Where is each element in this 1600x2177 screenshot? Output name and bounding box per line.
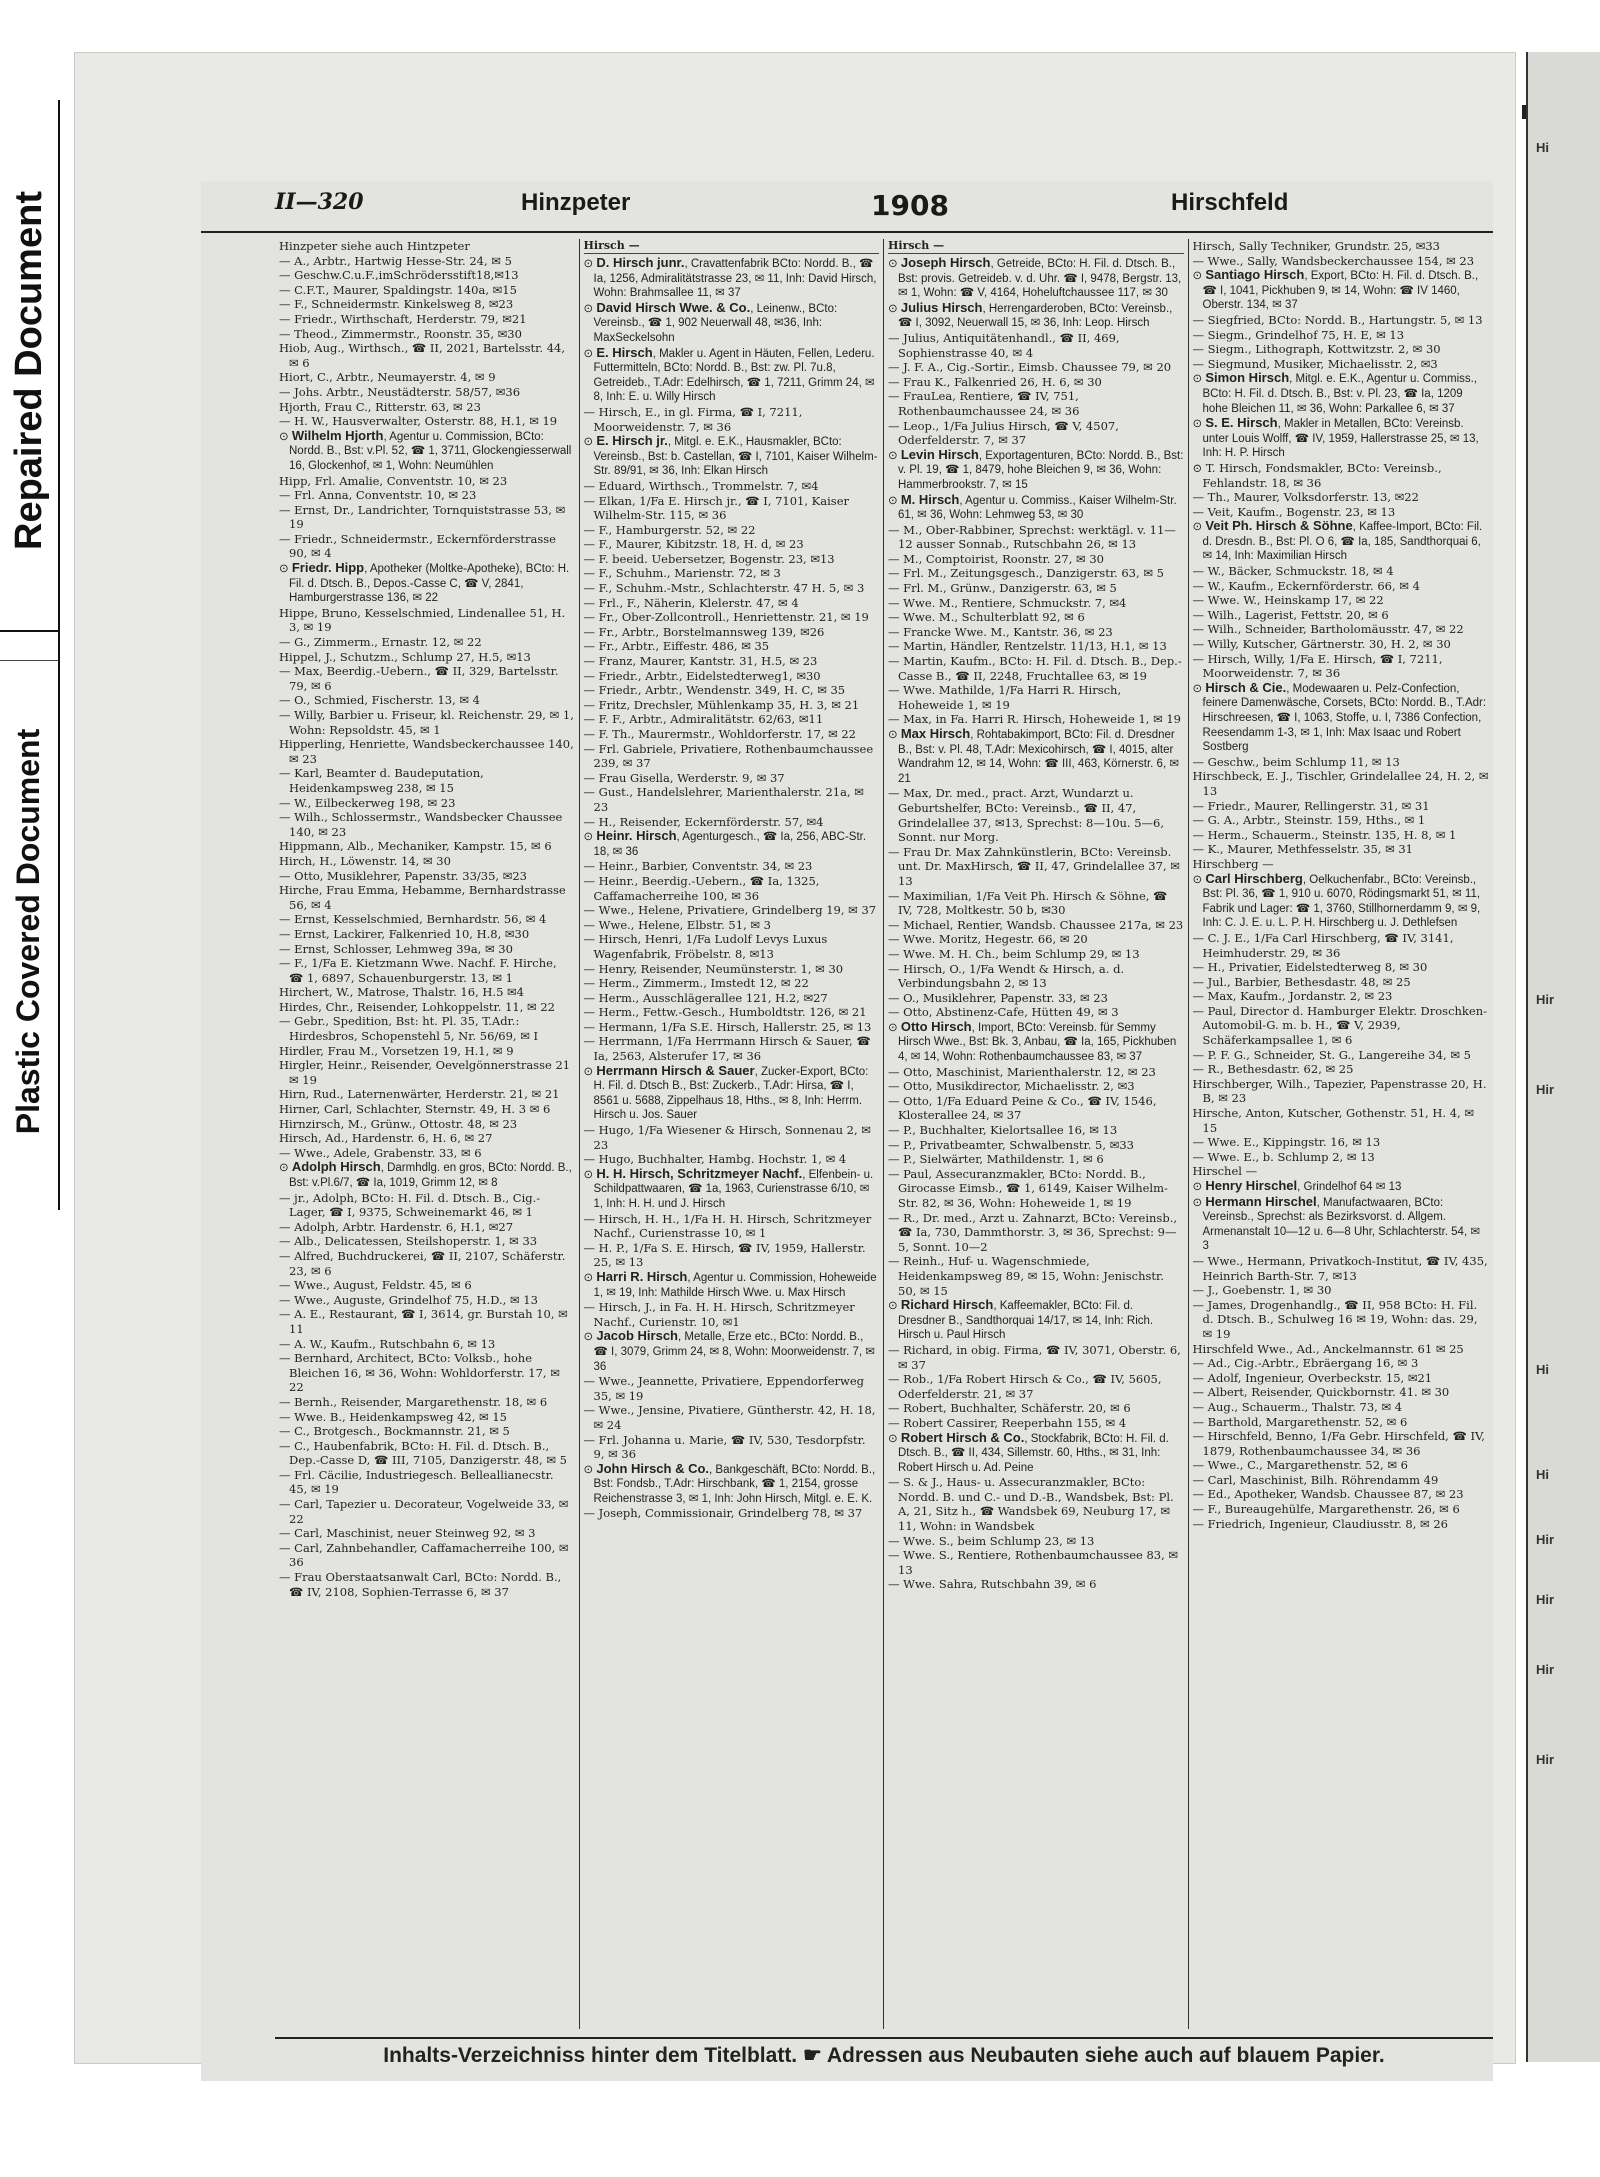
- firm-name: Friedr. Hipp: [291, 560, 365, 576]
- directory-entry: — C. J. E., 1/Fa Carl Hirschberg, ☎ IV, 3141, Heimhuderstr. 29, ✉ 36: [1192, 930, 1454, 960]
- directory-entry: — F., Maurer, Kibitzstr. 18, H. d, ✉ 23: [583, 537, 804, 552]
- firm-name: Adolph Hirsch: [291, 1159, 381, 1175]
- firm-entry: ⊙ Herrmann Hirsch & Sauer, Zucker-Export, BCto: H. Fil. d. Dtsch B., Bst: Zuckerb., T.Adr: Hirsa, ☎ I, 8561 u. 5688, Zippelhaus 18, Hths., ✉ 8, Inh: Herrm. Hirsch u. Jos. Sauer: [583, 1062, 869, 1122]
- directory-entry: Hirgler, Heinr., Reisender, Oevelgönnerstrasse 21 ✉ 19: [279, 1058, 571, 1087]
- directory-entry: — G. A., Arbtr., Steinstr. 159, Hths., ✉ 1: [1192, 813, 1426, 828]
- directory-entry: — Alfred, Buchdruckerei, ☎ II, 2107, Schäferstr. 23, ✉ 6: [279, 1248, 566, 1278]
- firm-name: Joseph Hirsch: [900, 255, 991, 270]
- directory-entry: — Wwe., August, Feldstr. 45, ✉ 6: [279, 1278, 472, 1293]
- directory-entry: — Paul, Director d. Hamburger Elektr. Droschken-Automobil-G. m. b. H., ☎ V, 2939, Schäferkampsallee 1, ✉ 6: [1192, 1003, 1487, 1048]
- directory-entry: — Wwe. S., Rentiere, Rothenbaumchaussee 83, ✉ 13: [888, 1548, 1179, 1577]
- directory-entry: — Wilh., Lagerist, Fettstr. 20, ✉ 6: [1192, 607, 1389, 622]
- directory-entry: — P., Buchhalter, Kielortsallee 16, ✉ 13: [888, 1123, 1118, 1138]
- firm-entry: ⊙ Adolph Hirsch, Darmhdlg. en gros, BCto: Nordd. B., Bst: v.Pl.6/7, ☎ Ia, 1019, Grimm 12, ✉ 8: [279, 1159, 572, 1189]
- directory-entry: — Carl, Zahnbehandler, Caffamacherreihe 100, ✉ 36: [279, 1540, 569, 1570]
- directory-entry: — G., Zimmerm., Ernastr. 12, ✉ 22: [279, 635, 482, 650]
- directory-entry: Hirsche, Anton, Kutscher, Gothenstr. 51, H. 4, ✉ 15: [1192, 1106, 1474, 1135]
- directory-entry: — A. W., Kaufm., Rutschbahn 6, ✉ 13: [279, 1336, 496, 1351]
- column-1: [275, 239, 580, 2029]
- directory-entry: — Hirsch, O., 1/Fa Wendt & Hirsch, a. d. Verbindungsbahn 2, ✉ 13: [888, 961, 1125, 991]
- directory-entry: — Fritz, Drechsler, Mühlenkamp 35, H. 3, ✉ 21: [583, 697, 860, 712]
- directory-entry: — Gebr., Spedition, Bst: ht. Pl. 35, T.Adr.: Hirdesbros, Schopenstehl 5, Nr. 56/69, ✉ I: [279, 1014, 539, 1044]
- directory-entry: — F., Schneidermstr. Kinkelsweg 8, ✉23: [279, 297, 514, 312]
- column-2: [580, 239, 885, 2029]
- directory-entry: — James, Drogenhandlg., ☎ II, 958 BCto: H. Fil. d. Dtsch. B., Schulweg 16 ✉ 19, Wohn: das. 29, ✉ 19: [1192, 1297, 1478, 1341]
- directory-entry: — A., Arbtr., Hartwig Hesse-Str. 24, ✉ 5: [279, 253, 512, 268]
- directory-columns: [275, 239, 1493, 2029]
- directory-entry: — Siegm., Lithograph, Kottwitzstr. 2, ✉ 30: [1192, 342, 1441, 357]
- firm-name: S. E. Hirsch: [1205, 415, 1278, 431]
- directory-entry: — Friedrich, Ingenieur, Claudiusstr. 8, ✉ 26: [1192, 1516, 1448, 1531]
- directory-entry: — M., Ober-Rabbiner, Sprechst: werktägl. v. 11—12 ausser Sonnab., Rutschbahn 26, ✉ 13: [888, 522, 1176, 552]
- firm-entry: ⊙ Carl Hirschberg, Oelkuchenfabr., BCto: Vereinsb., Bst: Pl. 36, ☎ 1, 910 u. 6070, Rödingsmarkt 51, ✉ 11, Fabrik und Lager: ☎ 1, 3760, Stillhornerdamm 9, ✉ 9, Inh: C. J. E. u. L. P. H. Hirschberg u. J. Dethlefsen: [1192, 870, 1481, 930]
- directory-entry: — Fr., Ober-Zollcontroll., Henriettenstr. 21, ✉ 19: [583, 610, 869, 625]
- firm-entry: ⊙ Friedr. Hipp, Apotheker (Moltke-Apotheke), BCto: H. Fil. d. Dtsch. B., Depos.-Casse C, ☎ V, 2841, Hamburgerstrasse 136, ✉ 22: [279, 560, 570, 605]
- directory-entry: Hippmann, Alb., Mechaniker, Kampstr. 15, ✉ 6: [279, 839, 552, 854]
- directory-entry: — Otto, Maschinist, Marienthalerstr. 12, ✉ 23: [888, 1064, 1156, 1079]
- directory-entry: — F., 1/Fa E. Kietzmann Wwe. Nachf. F. Hirche, ☎ 1, 6897, Schauenburgerstr. 13, ✉ 1: [279, 956, 557, 985]
- directory-entry: — C.F.T., Maurer, Spaldingstr. 140a, ✉15: [279, 282, 517, 297]
- directory-entry: Hirschberg —: [1192, 856, 1274, 871]
- firm-entry: ⊙ S. E. Hirsch, Makler in Metallen, BCto: Vereinsb. unter Louis Wolff, ☎ IV, 1959, Hallerstrasse 25, ✉ 13, Inh: H. P. Hirsch: [1192, 415, 1479, 460]
- firm-name: Jacob Hirsch: [596, 1328, 678, 1344]
- directory-entry: — Wilh., Schlossermstr., Wandsbecker Chaussee 140, ✉ 23: [279, 810, 563, 839]
- firm-name: Robert Hirsch & Co.: [900, 1429, 1025, 1445]
- directory-entry: — Leop., 1/Fa Julius Hirsch, ☎ V, 4507, Oderfelderstr. 7, ✉ 37: [888, 418, 1119, 448]
- directory-entry: — R., Bethesdastr. 62, ✉ 25: [1192, 1062, 1354, 1077]
- directory-entry: — jr., Adolph, BCto: H. Fil. d. Dtsch. B., Cig.-Lager, ☎ I, 9375, Schweinemarkt 46, ✉ 1: [279, 1190, 541, 1220]
- directory-entry: — H., Privatier, Eidelstedterweg 8, ✉ 30: [1192, 960, 1428, 975]
- directory-entry: — Siegm., Grindelhof 75, H. E, ✉ 13: [1192, 327, 1405, 342]
- directory-entry: — Hirsch, J., in Fa. H. H. Hirsch, Schritzmeyer Nachf., Curienstr. 10, ✉1: [583, 1300, 855, 1329]
- directory-entry: — R., Dr. med., Arzt u. Zahnarzt, BCto: Vereinsb., ☎ Ia, 730, Dammthorstr. 3, ✉ 36, Sprechst: 9—5, Sonnt. 10—2: [888, 1210, 1177, 1254]
- firm-entry: ⊙ Simon Hirsch, Mitgl. e. E.K., Agentur u. Commiss., BCto: H. Fil. d. Dtsch. B., Bst: v. Pl. 23, ☎ Ia, 1209 hohe Bleichen 11, ✉ 36, Wohn: Parkallee 6, ✉ 37: [1192, 370, 1478, 415]
- directory-entry: Hinzpeter siehe auch Hintzpeter: [279, 239, 470, 253]
- directory-entry: — Wilh., Schneider, Bartholomäusstr. 47, ✉ 22: [1192, 622, 1464, 637]
- directory-entry: — Gust., Handelslehrer, Marienthalerstr. 21a, ✉ 23: [583, 785, 864, 814]
- directory-entry: — Wwe., Hermann, Privatkoch-Institut, ☎ IV, 435, Heinrich Barth-Str. 7, ✉13: [1192, 1253, 1488, 1283]
- directory-entry: — Ernst, Dr., Landrichter, Tornquiststrasse 53, ✉ 19: [279, 502, 566, 532]
- directory-entry: Hiort, C., Arbtr., Neumayerstr. 4, ✉ 9: [279, 370, 496, 385]
- directory-entry: — Wwe. M., Rentiere, Schmuckstr. 7, ✉4: [888, 595, 1127, 610]
- directory-entry: — Herm., Fettw.-Gesch., Humboldtstr. 126, ✉ 21: [583, 1005, 867, 1020]
- directory-entry: — Adolph, Arbtr. Hardenstr. 6, H.1, ✉27: [279, 1219, 514, 1234]
- directory-entry: — F., Schuhm.-Mstr., Schlachterstr. 47 H. 5, ✉ 3: [583, 581, 865, 596]
- column-continuation-header: Hirsch —: [888, 239, 1184, 254]
- directory-entry: — Joseph, Commissionair, Grindelberg 78, ✉ 37: [583, 1506, 863, 1521]
- directory-entry: Hjorth, Frau C., Ritterstr. 63, ✉ 23: [279, 399, 481, 414]
- firm-entry: ⊙ Joseph Hirsch, Getreide, BCto: H. Fil. d. Dtsch. B., Bst: provis. Getreideb. v. d. Uhr. ☎ I, 9478, Bergstr. 13, ✉ 1, Wohn: ☎ V, 4164, Hoheluftchaussee 117, ✉ 30: [888, 255, 1182, 300]
- directory-entry: — O., Musiklehrer, Papenstr. 33, ✉ 23: [888, 990, 1108, 1005]
- directory-entry: — Hirsch, Henri, 1/Fa Ludolf Levys Luxus Wagenfabrik, Fröbelstr. 8, ✉13: [583, 932, 828, 961]
- directory-entry: — Carl, Maschinist, Bilh. Röhrendamm 49: [1192, 1472, 1439, 1487]
- directory-entry: — Jul., Barbier, Bethesdastr. 48, ✉ 25: [1192, 974, 1411, 989]
- directory-entry: — Max, Beerdig.-Uebern., ☎ II, 329, Bartelsstr. 79, ✉ 6: [279, 664, 559, 693]
- directory-entry: — Wwe. E., Kippingstr. 16, ✉ 13: [1192, 1135, 1381, 1150]
- directory-entry: — Willy, Barbier u. Friseur, kl. Reichenstr. 29, ✉ 1, Wohn: Repsoldstr. 45, ✉ 1: [279, 708, 574, 737]
- directory-entry: — Wwe., Adele, Grabenstr. 33, ✉ 6: [279, 1145, 482, 1160]
- directory-entry: Hirner, Carl, Schlachter, Sternstr. 49, H. 3 ✉ 6: [279, 1102, 551, 1117]
- firm-name: Wilhelm Hjorth: [291, 427, 384, 443]
- firm-entry: ⊙ Santiago Hirsch, Export, BCto: H. Fil. d. Dtsch. B., ☎ I, 1041, Pickhuben 9, ✉ 14, Wohn: ☎ IV 1460, Oberstr. 134, ✉ 37: [1192, 267, 1479, 312]
- directory-entry: — A. E., Restaurant, ☎ I, 3614, gr. Burstah 10, ✉ 11: [279, 1307, 568, 1336]
- directory-entry: — Aug., Schauerm., Thalstr. 73, ✉ 4: [1192, 1399, 1403, 1414]
- directory-entry: — Johs. Arbtr., Neustädterstr. 58/57, ✉36: [279, 384, 521, 399]
- directory-entry: — H. W., Hausverwalter, Osterstr. 88, H.1, ✉ 19: [279, 414, 558, 429]
- directory-entry: — Eduard, Wirthsch., Trommelstr. 7, ✉4: [583, 478, 819, 493]
- directory-entry: — Ad., Cig.-Arbtr., Ebräergang 16, ✉ 3: [1192, 1356, 1419, 1371]
- next-page-fragment: Hi: [1536, 140, 1549, 155]
- directory-entry: — Otto, Abstinenz-Cafe, Hütten 49, ✉ 3: [888, 1005, 1119, 1020]
- firm-name: H. H. Hirsch, Schritzmeyer Nachf.: [596, 1165, 803, 1181]
- directory-entry: Hirchert, W., Matrose, Thalstr. 16, H.5 ✉4: [279, 985, 524, 1000]
- directory-entry: Hirche, Frau Emma, Hebamme, Bernhardstrasse 56, ✉ 4: [279, 883, 566, 912]
- directory-entry: — Frl. Cäcilie, Industriegesch. Belleallianecstr. 45, ✉ 19: [279, 1467, 554, 1497]
- directory-entry: — Henry, Reisender, Neumünsterstr. 1, ✉ 30: [583, 961, 844, 976]
- directory-entry: — W., Bäcker, Schmuckstr. 18, ✉ 4: [1192, 564, 1394, 579]
- directory-entry: — Friedr., Arbtr., Wendenstr. 349, H. C, ✉ 35: [583, 683, 846, 698]
- directory-entry: — Wwe. Moritz, Hegestr. 66, ✉ 20: [888, 932, 1088, 947]
- firm-entry: ⊙ Henry Hirschel, Grindelhof 64 ✉ 13: [1192, 1178, 1402, 1193]
- directory-entry: — Wwe., Helene, Elbstr. 51, ✉ 3: [583, 917, 771, 932]
- firm-entry: ⊙ H. H. Hirsch, Schritzmeyer Nachf., Elfenbein- u. Schildpattwaaren, ☎ 1a, 1963, Curienstrasse 6/10, ✉ 1, Inh: H. H. und J. Hirsch: [583, 1165, 874, 1210]
- directory-entry: — Ernst, Kesselschmied, Bernhardstr. 56, ✉ 4: [279, 912, 547, 927]
- firm-entry: ⊙ D. Hirsch junr., Cravattenfabrik BCto: Nordd. B., ☎ Ia, 1256, Admiralitätstrasse 23, ✉ 11, Inh: David Hirsch, Wohn: Brahmsallee 11, ✉ 37: [583, 255, 877, 300]
- repaired-document-label: [0, 110, 58, 632]
- firm-entry: ⊙ Richard Hirsch, Kaffeemakler, BCto: Fil. d. Dresdner B., Sandthorquai 14/17, ✉ 14, Inh: Rich. Hirsch u. Paul Hirsch: [888, 1297, 1154, 1342]
- directory-entry: — Ernst, Lackirer, Falkenried 10, H.8, ✉30: [279, 926, 530, 941]
- directory-entry: Hiob, Aug., Wirthsch., ☎ II, 2021, Bartelsstr. 44, ✉ 6: [279, 341, 566, 370]
- directory-entry: Hipp, Frl. Amalie, Conventstr. 10, ✉ 23: [279, 473, 508, 488]
- directory-entry: — Carl, Maschinist, neuer Steinweg 92, ✉ 3: [279, 1526, 536, 1541]
- next-page-fragment: Hi: [1536, 1467, 1549, 1482]
- header-first-entry: Hinzpeter: [521, 189, 631, 216]
- next-page-fragment: Hir: [1536, 1752, 1555, 1767]
- directory-entry: — J., Goebenstr. 1, ✉ 30: [1192, 1283, 1332, 1298]
- directory-entry: — Friedr., Wirthschaft, Herderstr. 79, ✉21: [279, 311, 527, 326]
- firm-entry: ⊙ Wilhelm Hjorth, Agentur u. Commission, BCto: Nordd. B., Bst: v.Pl. 52, ☎ 1, 3711, Glockengiesserwall 16, Glockenhof, ✉ 1, Wohn: Neumühlen: [279, 427, 572, 472]
- directory-entry: — M., Comptoirist, Roonstr. 27, ✉ 30: [888, 551, 1104, 566]
- directory-entry: ⊙ T. Hirsch, Fondsmakler, BCto: Vereinsb., Fehlandstr. 18, ✉ 36: [1192, 460, 1442, 490]
- directory-entry: Hirschberger, Wilh., Tapezier, Papenstrasse 20, H. B, ✉ 23: [1192, 1076, 1487, 1106]
- firm-name: Otto Hirsch: [900, 1018, 972, 1034]
- firm-name: Carl Hirschberg: [1205, 870, 1303, 886]
- page-footer: Inhalts-Verzeichniss hinter dem Titelblatt. ☛ Adressen aus Neubauten siehe auch auf blauem Papier.: [275, 2037, 1493, 2079]
- firm-entry: ⊙ Hirsch & Cie., Modewaaren u. Pelz-Confection, feinere Damenwäsche, Corsets, BCto: Nordd. B., T.Adr: Hirschreesen, ☎ I, 1063, Stoffe, u. I, 7386 Confection, Reesendamm 1-3, ✉ 1, Inh: Max Isaac und Robert Sostberg: [1192, 679, 1487, 754]
- directory-entry: — Max, Kaufm., Jordanstr. 2, ✉ 23: [1192, 989, 1393, 1004]
- page-header: [201, 181, 1493, 233]
- directory-entry: — Wwe., Jensine, Pivatiere, Güntherstr. 42, H. 18, ✉ 24: [583, 1403, 876, 1432]
- directory-entry: — F., Hamburgerstr. 52, ✉ 22: [583, 522, 756, 537]
- directory-entry: — H., Reisender, Eckernförderstr. 57, ✉4: [583, 814, 824, 829]
- directory-entry: — Hirschfeld, Benno, 1/Fa Gebr. Hirschfeld, ☎ IV, 1879, Rothenbaumchaussee 34, ✉ 36: [1192, 1429, 1485, 1458]
- directory-entry: — Albert, Reisender, Quickbornstr. 41. ✉ 30: [1192, 1385, 1450, 1400]
- directory-entry: — F. F., Arbtr., Admiralitätstr. 62/63, ✉11: [583, 712, 824, 727]
- firm-entry: ⊙ E. Hirsch, Makler u. Agent in Häuten, Fellen, Lederu. Futtermitteln, BCto: Nordd. B., Bst: zw. Pl. 7u.8, Getreideb., T.Adr: Edelhirsch, ☎ 1, 7211, Grimm 24, ✉ 8, Inh: E. u. Willy Hirsch: [583, 344, 875, 404]
- directory-entry: — Karl, Beamter d. Baudeputation, Heidenkampsweg 238, ✉ 15: [279, 766, 484, 795]
- directory-entry: — F. beeid. Uebersetzer, Bogenstr. 23, ✉13: [583, 551, 835, 566]
- firm-name: D. Hirsch junr.: [596, 255, 685, 270]
- directory-entry: — Martin, Kaufm., BCto: H. Fil. d. Dtsch. B., Dep.-Casse B., ☎ II, 2248, Fruchtallee 63, ✉ 19: [888, 654, 1182, 683]
- directory-entry: — Wwe., C., Margarethenstr. 52, ✉ 6: [1192, 1458, 1408, 1473]
- directory-entry: — C., Brotgesch., Bockmannstr. 21, ✉ 5: [279, 1424, 510, 1439]
- directory-entry: — Frau K., Falkenried 26, H. 6, ✉ 30: [888, 374, 1102, 389]
- directory-entry: — Frl. M., Zeitungsgesch., Danzigerstr. 63, ✉ 5: [888, 566, 1164, 581]
- firm-entry: ⊙ Hermann Hirschel, Manufactwaaren, BCto: Vereinsb., Sprechst: als Bezirksvorst. d. Allgem. Armenanstalt 10—12 u. 6—8 Uhr, Schlachterstr. 54, ✉ 3: [1192, 1193, 1480, 1253]
- directory-entry: — Carl, Tapezier u. Decorateur, Vogelweide 33, ✉ 22: [279, 1497, 569, 1526]
- directory-entry: — Max, in Fa. Harri R. Hirsch, Hoheweide 1, ✉ 19: [888, 712, 1182, 727]
- firm-name: Hermann Hirschel: [1205, 1193, 1317, 1209]
- directory-entry: — K., Maurer, Methfesselstr. 35, ✉ 31: [1192, 842, 1413, 857]
- firm-entry: ⊙ M. Hirsch, Agentur u. Commiss., Kaiser Wilhelm-Str. 61, ✉ 36, Wohn: Lehmweg 53, ✉ 30: [888, 491, 1177, 522]
- firm-entry: ⊙ Heinr. Hirsch, Agenturgesch., ☎ Ia, 256, ABC-Str. 18, ✉ 36: [583, 828, 867, 858]
- page-number: II—320: [275, 189, 364, 215]
- firm-entry: ⊙ Harri R. Hirsch, Agentur u. Commission, Hoheweide 1, ✉ 19, Inh: Mathilde Hirsch Wwe. u. Max Hirsch: [583, 1268, 877, 1299]
- directory-entry: — Otto, 1/Fa Eduard Peine & Co., ☎ IV, 1546, Klosterallee 24, ✉ 37: [888, 1093, 1157, 1123]
- directory-entry: — Otto, Musikdirector, Michaelisstr. 2, ✉3: [888, 1079, 1135, 1094]
- directory-entry: — Rob., 1/Fa Robert Hirsch & Co., ☎ IV, 5605, Oderfelderstr. 21, ✉ 37: [888, 1372, 1162, 1401]
- firm-entry: ⊙ Veit Ph. Hirsch & Söhne, Kaffee-Import, BCto: Fil. d. Dresdn. B., Bst: Pl. O 6, ☎ Ia, 185, Sandthorquai 6, ✉ 14, Inh: Maximilian Hirsch: [1192, 518, 1483, 563]
- directory-entry: — Ed., Apotheker, Wandsb. Chaussee 87, ✉ 23: [1192, 1487, 1464, 1502]
- firm-name: E. Hirsch: [596, 344, 653, 360]
- directory-entry: — Geschw.C.u.F.,imSchrödersstift18,✉13: [279, 268, 519, 283]
- directory-entry: — Herm., Zimmerm., Imstedt 12, ✉ 22: [583, 976, 809, 991]
- directory-entry: — Fr., Arbtr., Borstelmannsweg 139, ✉26: [583, 624, 825, 639]
- directory-entry: — Wwe. M. H. Ch., beim Schlump 29, ✉ 13: [888, 946, 1140, 961]
- firm-entry: ⊙ David Hirsch Wwe. & Co., Leinenw., BCto: Vereinsb., ☎ 1, 902 Neuerwall 48, ✉36, Inh: MaxSeckelsohn: [583, 299, 838, 344]
- directory-entry: Hirschbeck, E. J., Tischler, Grindelallee 24, H. 2, ✉ 13: [1192, 769, 1489, 798]
- directory-entry: Hirsch, Ad., Hardenstr. 6, H. 6, ✉ 27: [279, 1131, 493, 1146]
- directory-entry: — Max, Dr. med., pract. Arzt, Wundarzt u. Geburtshelfer, BCto: Vereinsb., ☎ II, 47, Grindelallee 37, ✉13, Sprechst: 8—10u. 5—6, Sonnt. nur Morg.: [888, 786, 1165, 845]
- directory-entry: — Maximilian, 1/Fa Veit Ph. Hirsch & Söhne, ☎ IV, 728, Moltkestr. 50 b, ✉30: [888, 888, 1168, 918]
- directory-entry: Hirsch, Sally Techniker, Grundstr. 25, ✉33: [1192, 239, 1440, 253]
- firm-name: Harri R. Hirsch: [596, 1268, 688, 1284]
- directory-entry: — Herm., Ausschlägerallee 121, H.2, ✉27: [583, 990, 828, 1005]
- directory-entry: — Hirsch, Willy, 1/Fa E. Hirsch, ☎ I, 7211, Moorweidenstr. 7, ✉ 36: [1192, 651, 1443, 681]
- directory-entry: — Francke Wwe. M., Kantstr. 36, ✉ 23: [888, 624, 1113, 639]
- firm-name: Levin Hirsch: [900, 446, 979, 462]
- header-year: 1908: [871, 189, 949, 222]
- directory-entry: Hirdler, Frau M., Vorsetzen 19, H.1, ✉ 9: [279, 1043, 514, 1058]
- directory-entry: Hirschel —: [1192, 1164, 1258, 1179]
- directory-entry: — Wwe. B., Heidenkampsweg 42, ✉ 15: [279, 1409, 507, 1424]
- directory-entry: — Wwe. M., Schulterblatt 92, ✉ 6: [888, 610, 1085, 625]
- directory-entry: — Frl. M., Grünw., Danzigerstr. 63, ✉ 5: [888, 581, 1117, 596]
- directory-entry: — P., Privatbeamter, Schwalbenstr. 5, ✉33: [888, 1137, 1134, 1152]
- directory-entry: Hipperling, Henriette, Wandsbeckerchaussee 140, ✉ 23: [279, 737, 574, 766]
- directory-entry: — Fr., Arbtr., Eiffestr. 486, ✉ 35: [583, 639, 770, 654]
- column-3: [884, 239, 1189, 2029]
- directory-entry: — Hirsch, H. H., 1/Fa H. H. Hirsch, Schritzmeyer Nachf., Curienstrasse 10, ✉ 1: [583, 1211, 872, 1241]
- directory-entry: — Frau Gisella, Werderstr. 9, ✉ 37: [583, 770, 785, 785]
- firm-name: David Hirsch Wwe. & Co.: [596, 299, 751, 315]
- directory-entry: — Otto, Musiklehrer, Papenstr. 33/35, ✉23: [279, 868, 527, 883]
- firm-entry: ⊙ Max Hirsch, Rohtabakimport, BCto: Fil. d. Dresdner B., Bst: v. Pl. 48, T.Adr: Mexicohirsch, ☎ I, 4015, alter Wandrahm 12, ✉ 14, Wohn: ☎ III, 463, Körnerstr. 6, ✉ 21: [888, 726, 1179, 785]
- firm-name: Simon Hirsch: [1205, 370, 1290, 386]
- firm-name: Julius Hirsch: [900, 299, 983, 315]
- firm-name: John Hirsch & Co.: [596, 1460, 710, 1476]
- directory-entry: — Frl. Johanna u. Marie, ☎ IV, 530, Tesdorpfstr. 9, ✉ 36: [583, 1432, 866, 1462]
- directory-entry: — Adolf, Ingenieur, Overbeckstr. 15, ✉21: [1192, 1370, 1433, 1385]
- firm-entry: ⊙ E. Hirsch jr., Mitgl. e. E.K., Hausmakler, BCto: Vereinsb., Bst: b. Castellan, ☎ I, 7101, Kaiser Wilhelm-Str. 89/91, ✉ 36, Inh: Elkan Hirsch: [583, 433, 878, 478]
- directory-entry: — W., Kaufm., Eckernförderstr. 66, ✉ 4: [1192, 578, 1420, 593]
- directory-entry: — Hugo, Buchhalter, Hambg. Hochstr. 1, ✉ 4: [583, 1152, 847, 1167]
- directory-entry: — Julius, Antiquitätenhandl., ☎ II, 469, Sophienstrasse 40, ✉ 4: [888, 330, 1120, 360]
- directory-entry: — Frl. Gabriele, Privatiere, Rothenbaumchaussee 239, ✉ 37: [583, 741, 874, 771]
- directory-entry: — C., Haubenfabrik, BCto: H. Fil. d. Dtsch. B., Dep.-Casse D, ☎ III, 7105, Danzigerstr. 48, ✉ 5: [279, 1438, 567, 1468]
- directory-entry: — O., Schmied, Fischerstr. 13, ✉ 4: [279, 693, 480, 708]
- directory-entry: Hirn, Rud., Laternenwärter, Herderstr. 21, ✉ 21: [279, 1087, 560, 1102]
- header-last-entry: Hirschfeld: [1171, 189, 1289, 216]
- directory-entry: — P. F. G., Schneider, St. G., Langereihe 34, ✉ 5: [1192, 1047, 1471, 1062]
- directory-entry: — Michael, Rentier, Wandsb. Chaussee 217a, ✉ 23: [888, 917, 1184, 932]
- directory-entry: — Bernhard, Architect, BCto: Volksb., hohe Bleichen 16, ✉ 36, Wohn: Wohldorferstr. 17, ✉ 22: [279, 1351, 560, 1395]
- next-page-fragment: Hir: [1536, 1082, 1555, 1097]
- directory-entry: — Frl., F., Näherin, Klelerstr. 47, ✉ 4: [583, 595, 799, 610]
- directory-entry: — Hermann, 1/Fa S.E. Hirsch, Hallerstr. 25, ✉ 13: [583, 1019, 872, 1034]
- firm-name: Herrmann Hirsch & Sauer: [596, 1062, 755, 1078]
- firm-name: Hirsch & Cie.: [1205, 679, 1287, 695]
- directory-entry: — Frau Oberstaatsanwalt Carl, BCto: Nordd. B., ☎ IV, 2108, Sophien-Terrasse 6, ✉ 37: [279, 1570, 562, 1599]
- directory-entry: — H. P., 1/Fa S. E. Hirsch, ☎ IV, 1959, Hallerstr. 25, ✉ 13: [583, 1240, 866, 1270]
- firm-name: E. Hirsch jr.: [596, 433, 668, 449]
- directory-entry: — Willy, Kutscher, Gärtnerstr. 30, H. 2, ✉ 30: [1192, 637, 1451, 652]
- directory-entry: — Hirsch, E., in gl. Firma, ☎ I, 7211, Moorweidenstr. 7, ✉ 36: [583, 404, 803, 434]
- directory-entry: — Reinh., Huf- u. Wagenschmiede, Heidenkampsweg 89, ✉ 15, Wohn: Jenischstr. 50, ✉ 15: [888, 1254, 1164, 1298]
- scanned-page: [74, 52, 1516, 2067]
- directory-entry: — Wwe. Mathilde, 1/Fa Harri R. Hirsch, Hoheweide 1, ✉ 19: [888, 683, 1122, 712]
- directory-entry: Hirschfeld Wwe., Ad., Anckelmannstr. 61 ✉ 25: [1192, 1341, 1464, 1356]
- firm-name: Max Hirsch: [900, 726, 971, 741]
- directory-entry: Hirch, H., Löwenstr. 14, ✉ 30: [279, 853, 451, 868]
- firm-entry: ⊙ John Hirsch & Co., Bankgeschäft, BCto: Nordd. B., Bst: Fondsb., T.Adr: Hirschbank, ☎ 1, 2154, grosse Reichenstrasse 3, ✉ 1, Inh: John Hirsch, Mitgl. e. E. K.: [583, 1460, 876, 1505]
- directory-entry: — Wwe. S., beim Schlump 23, ✉ 13: [888, 1533, 1095, 1548]
- directory-entry: — Friedr., Maurer, Rellingerstr. 31, ✉ 31: [1192, 798, 1430, 813]
- directory-entry: — Friedr., Schneidermstr., Eckernförderstrasse 90, ✉ 4: [279, 531, 556, 561]
- directory-entry: — J. F. A., Cig.-Sortir., Eimsb. Chaussee 79, ✉ 20: [888, 360, 1172, 375]
- directory-entry: — Hugo, 1/Fa Wiesener & Hirsch, Sonnenau 2, ✉ 23: [583, 1123, 871, 1152]
- directory-entry: — Siegmund, Musiker, Michaelisstr. 2, ✉3: [1192, 356, 1438, 371]
- directory-entry: — Paul, Assecuranzmakler, BCto: Nordd. B., Girocasse Eimsb., ☎ 1, 6149, Kaiser Wilhelm-Str. 82, ✉ 36, Wohn: Hoheweide 1, ✉ 19: [888, 1166, 1168, 1210]
- directory-entry: — Siegfried, BCto: Nordd. B., Hartungstr. 5, ✉ 13: [1192, 312, 1483, 327]
- directory-entry: Hippel, J., Schutzm., Schlump 27, H.5, ✉13: [279, 649, 531, 664]
- directory-entry: — Ernst, Schlosser, Lehmweg 39a, ✉ 30: [279, 941, 513, 956]
- directory-entry: — Wwe., Auguste, Grindelhof 75, H.D., ✉ 13: [279, 1292, 538, 1307]
- directory-page: [201, 181, 1493, 2081]
- directory-entry: — Bernh., Reisender, Margarethenstr. 18, ✉ 6: [279, 1394, 548, 1409]
- plastic-covered-label: [0, 660, 58, 1201]
- firm-entry: ⊙ Jacob Hirsch, Metalle, Erze etc., BCto: Nordd. B., ☎ I, 3079, Grimm 24, ✉ 8, Wohn: Moorweidenstr. 7, ✉ 36: [583, 1328, 875, 1373]
- column-4: [1189, 239, 1494, 2029]
- directory-entry: — Wwe., Sally, Wandsbeckerchaussee 154, ✉ 23: [1192, 253, 1475, 268]
- directory-entry: — Herm., Schauerm., Steinstr. 135, H. 8, ✉ 1: [1192, 827, 1457, 842]
- directory-entry: — Frl. Anna, Conventstr. 10, ✉ 23: [279, 488, 477, 503]
- repaired-document-text: Repaired Document: [7, 190, 50, 550]
- next-page-edge: [1526, 52, 1600, 2062]
- directory-entry: — Herrmann, 1/Fa Herrmann Hirsch & Sauer, ☎ Ia, 2563, Alsterufer 17, ✉ 36: [583, 1034, 871, 1064]
- directory-entry: — Robert Cassirer, Reeperbahn 155, ✉ 4: [888, 1415, 1127, 1430]
- directory-entry: — Theod., Zimmermstr., Roonstr. 35, ✉30: [279, 326, 522, 341]
- directory-entry: — Th., Maurer, Volksdorferstr. 13, ✉22: [1192, 490, 1419, 505]
- firm-name: Richard Hirsch: [900, 1297, 994, 1313]
- directory-entry: — Elkan, 1/Fa E. Hirsch jr., ☎ I, 7101, Kaiser Wilhelm-Str. 115, ✉ 36: [583, 493, 849, 523]
- directory-entry: Hippe, Bruno, Kesselschmied, Lindenallee 51, H. 3, ✉ 19: [279, 605, 566, 635]
- directory-entry: — Wwe., Helene, Privatiere, Grindelberg 19, ✉ 37: [583, 903, 877, 918]
- directory-entry: — P., Sielwärter, Mathildenstr. 1, ✉ 6: [888, 1152, 1104, 1167]
- directory-entry: — Geschw., beim Schlump 11, ✉ 13: [1192, 754, 1400, 769]
- directory-entry: — W., Eilbeckerweg 198, ✉ 23: [279, 795, 456, 810]
- directory-entry: — Robert, Buchhalter, Schäferstr. 20, ✉ 6: [888, 1401, 1131, 1416]
- directory-entry: — Richard, in obig. Firma, ☎ IV, 3071, Oberstr. 6, ✉ 37: [888, 1342, 1181, 1372]
- firm-entry: ⊙ Otto Hirsch, Import, BCto: Vereinsb. für Semmy Hirsch Wwe., Bst: Bk. 3, Anbau, ☎ Ia, 165, Pickhuben 4, ✉ 14, Wohn: Rothenbaumchaussee 83, ✉ 37: [888, 1018, 1177, 1064]
- column-continuation-header: Hirsch —: [584, 239, 880, 254]
- firm-entry: ⊙ Levin Hirsch, Exportagenturen, BCto: Nordd. B., Bst: v. Pl. 19, ☎ 1, 8479, hohe Bleichen 9, ✉ 36, Wohn: Hammerbrookstr. 7, ✉ 15: [888, 446, 1184, 491]
- next-page-fragment: Hir: [1536, 992, 1555, 1007]
- firm-name: Henry Hirschel: [1205, 1178, 1298, 1193]
- firm-name: M. Hirsch: [900, 491, 960, 507]
- directory-entry: — Franz, Maurer, Kantstr. 31, H.5, ✉ 23: [583, 654, 818, 669]
- firm-name: Veit Ph. Hirsch & Söhne: [1205, 518, 1353, 534]
- firm-entry: ⊙ Julius Hirsch, Herrengarderoben, BCto: Vereinsb., ☎ I, 3092, Neuerwall 15, ✉ 36, Inh: Leop. Hirsch: [888, 299, 1173, 330]
- directory-entry: — Alb., Delicatessen, Steilshoperstr. 1, ✉ 33: [279, 1234, 538, 1249]
- directory-entry: — Wwe. E., b. Schlump 2, ✉ 13: [1192, 1149, 1375, 1164]
- directory-entry: — F., Bureaugehülfe, Margarethenstr. 26, ✉ 6: [1192, 1502, 1460, 1517]
- directory-entry: — Friedr., Arbtr., Eidelstedterweg1, ✉30: [583, 668, 821, 683]
- directory-entry: — Heinr., Beerdig.-Uebern., ☎ Ia, 1325, Caffamacherreihe 100, ✉ 36: [583, 873, 820, 903]
- directory-entry: — Veit, Kaufm., Bogenstr. 23, ✉ 13: [1192, 504, 1396, 519]
- firm-entry: ⊙ Robert Hirsch & Co., Stockfabrik, BCto: H. Fil. d. Dtsch. B., ☎ II, 434, Sillemstr. 60, Hths., ✉ 31, Inh: Robert Hirsch u. Ad. Peine: [888, 1429, 1169, 1474]
- directory-entry: — S. & J., Haus- u. Assecuranzmakler, BCto: Nordd. B. und C.- und D.-B., Wandsbek, Bst: Pl. A, 21, Sitz h., ☎ Wandsbek 69, Neuburg 17, ✉ 11, Wohn: in Wandsbek: [888, 1475, 1174, 1534]
- directory-entry: — FrauLea, Rentiere, ☎ IV, 751, Rothenbaumchaussee 24, ✉ 36: [888, 389, 1080, 418]
- directory-entry: — Barthold, Margarethenstr. 52, ✉ 6: [1192, 1414, 1408, 1429]
- directory-entry: — F., Schuhm., Marienstr. 72, ✉ 3: [583, 566, 781, 581]
- directory-entry: Hirdes, Chr., Reisender, Lohkoppelstr. 11, ✉ 22: [279, 999, 555, 1014]
- next-page-fragment: Hi: [1536, 1362, 1549, 1377]
- directory-entry: — Frau Dr. Max Zahnkünstlerin, BCto: Vereinsb. unt. Dr. MaxHirsch, ☎ II, 47, Grindelallee 37, ✉ 13: [888, 844, 1180, 888]
- next-page-fragment: Hir: [1536, 1592, 1555, 1607]
- directory-entry: — F. Th., Maurermstr., Wohldorferstr. 17, ✉ 22: [583, 727, 856, 741]
- directory-entry: — Wwe., Jeannette, Privatiere, Eppendorferweg 35, ✉ 19: [583, 1374, 865, 1403]
- next-page-fragment: Hir: [1536, 1532, 1555, 1547]
- firm-name: Heinr. Hirsch: [596, 828, 677, 844]
- directory-entry: — Wwe. Sahra, Rutschbahn 39, ✉ 6: [888, 1577, 1097, 1592]
- plastic-covered-text: Plastic Covered Document: [10, 728, 47, 1134]
- next-page-fragment: Hir: [1536, 1662, 1555, 1677]
- directory-entry: — Wwe. W., Heinskamp 17, ✉ 22: [1192, 593, 1384, 608]
- firm-name: Santiago Hirsch: [1205, 267, 1305, 283]
- directory-entry: — Heinr., Barbier, Conventstr. 34, ✉ 23: [583, 859, 813, 874]
- directory-entry: — Martin, Händler, Rentzelstr. 11/13, H.1, ✉ 13: [888, 639, 1167, 654]
- directory-entry: Hirnzirsch, M., Grünw., Ottostr. 48, ✉ 23: [279, 1116, 518, 1131]
